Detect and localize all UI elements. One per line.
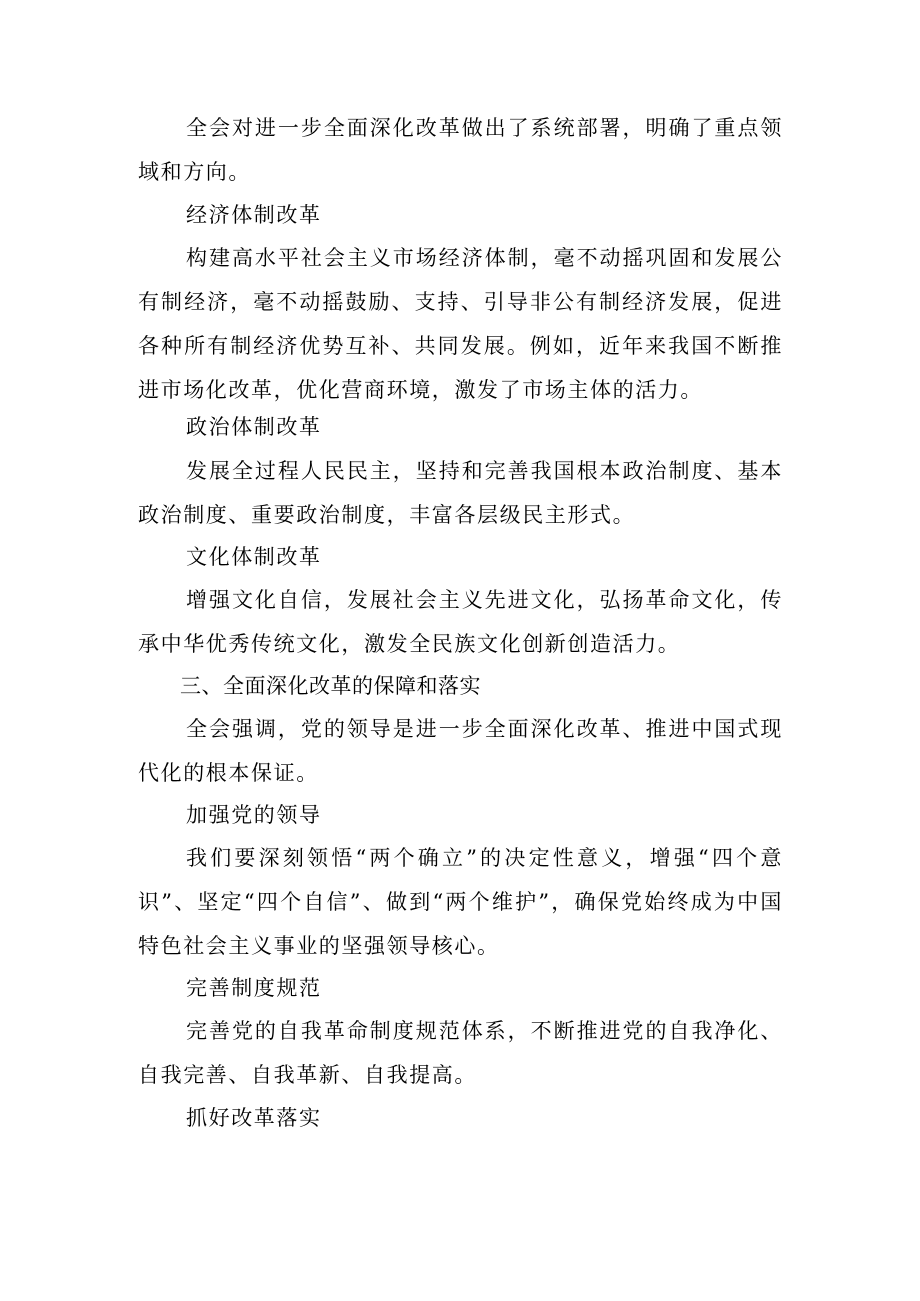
section-3-paragraph: 全会强调，党的领导是进一步全面深化改革、推进中国式现代化的根本保证。 [138,717,783,785]
subheading-implementation: 抓好改革落实 [186,1106,322,1130]
subheading-economic-reform: 经济体制改革 [186,203,322,227]
subheading-institutional-norms: 完善制度规范 [186,976,322,1000]
subheading-party-leadership: 加强党的领导 [186,803,322,827]
institutional-norms-paragraph: 完善党的自我革命制度规范体系，不断推进党的自我净化、自我完善、自我革新、自我提高。 [138,1019,783,1087]
section-heading-3: 三、全面深化改革的保障和落实 [180,674,481,698]
economic-reform-paragraph: 构建高水平社会主义市场经济体制，毫不动摇巩固和发展公有制经济，毫不动摇鼓励、支持、引导非公有制经济发展，促进各种所有制经济优势互补、共同发展。例如，近年来我国不断推进市场化改革，优化营商环境，激发了市场主体的活力。 [138,246,783,402]
intro-paragraph: 全会对进一步全面深化改革做出了系统部署，明确了重点领域和方向。 [138,116,783,184]
cultural-reform-paragraph: 增强文化自信，发展社会主义先进文化，弘扬革命文化，传承中华优秀传统文化，激发全民族文化创新创造活力。 [138,588,783,656]
subheading-cultural-reform: 文化体制改革 [186,545,322,569]
subheading-political-reform: 政治体制改革 [186,415,322,439]
party-leadership-paragraph: 我们要深刻领悟“两个确立”的决定性意义，增强“四个意识”、坚定“四个自信”、做到“两个维护”，确保党始终成为中国特色社会主义事业的坚强领导核心。 [138,846,783,958]
political-reform-paragraph: 发展全过程人民民主，坚持和完善我国根本政治制度、基本政治制度、重要政治制度，丰富各层级民主形式。 [138,459,783,527]
